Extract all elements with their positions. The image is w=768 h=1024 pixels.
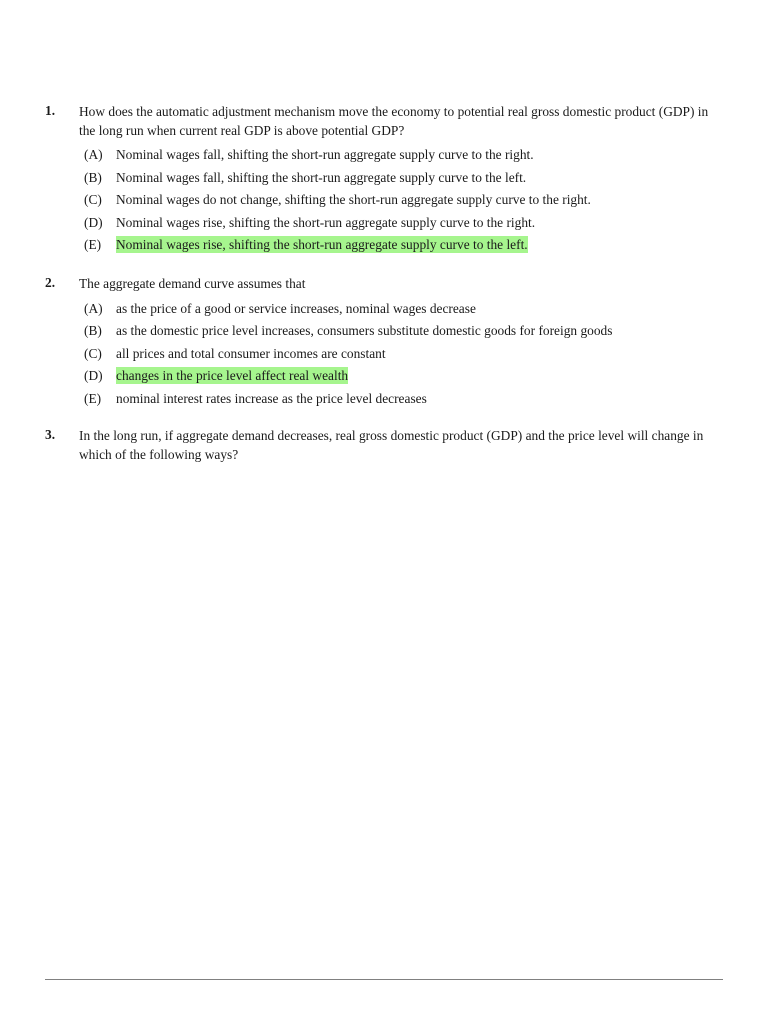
option-letter: (A) — [84, 300, 103, 316]
option-c — [84, 343, 725, 366]
option-letter: (C) — [84, 345, 102, 361]
option-text: Nominal wages fall, shifting the short-run aggregate supply curve to the left. — [116, 169, 527, 185]
option-letter: (E) — [84, 390, 102, 406]
option-letter: (D) — [84, 214, 103, 230]
footer-rule — [45, 979, 723, 980]
question-1 — [45, 103, 725, 257]
option-b — [84, 167, 725, 190]
option-text: Nominal wages fall, shifting the short-run aggregate supply curve to the right. — [116, 147, 534, 162]
option-d — [84, 365, 725, 388]
question-text: In the long run, if aggregate demand decreases, real gross domestic product (GDP) and the price level will change in which of the following ways? — [79, 428, 704, 462]
option-c — [84, 189, 725, 212]
option-d — [84, 212, 725, 235]
option-a — [84, 298, 725, 321]
option-b — [84, 320, 725, 343]
option-text: as the price of a good or service increases, nominal wages decrease — [116, 300, 476, 316]
option-letter: (B) — [84, 169, 102, 185]
option-letter: (E) — [84, 237, 102, 252]
answer-options — [84, 144, 725, 257]
option-text: Nominal wages do not change, shifting the short-run aggregate supply curve to the right. — [116, 192, 591, 207]
option-letter: (C) — [84, 192, 102, 207]
question-number: 1. — [45, 103, 56, 118]
option-e — [84, 388, 725, 411]
question-2 — [45, 275, 725, 410]
question-number: 3. — [45, 427, 56, 442]
question-3 — [45, 427, 725, 464]
option-a — [84, 144, 725, 167]
option-text: nominal interest rates increase as the price level decreases — [116, 390, 427, 406]
option-text: Nominal wages rise, shifting the short-run aggregate supply curve to the right. — [116, 214, 536, 230]
question-text: How does the automatic adjustment mechanism move the economy to potential real gross domestic product (GDP) in the long run when current real GDP is above potential GDP? — [79, 104, 709, 138]
highlighted-answer: Nominal wages rise, shifting the short-run aggregate supply curve to the left. — [116, 237, 528, 252]
highlighted-answer: changes in the price level affect real wealth — [116, 368, 349, 383]
question-text: The aggregate demand curve assumes that — [79, 276, 306, 291]
question-number: 2. — [45, 275, 56, 290]
option-text: all prices and total consumer incomes are constant — [116, 345, 386, 361]
option-e — [84, 234, 725, 257]
option-letter: (B) — [84, 323, 102, 338]
option-letter: (A) — [84, 147, 103, 162]
option-letter: (D) — [84, 368, 103, 383]
answer-options — [84, 298, 725, 411]
option-text: as the domestic price level increases, consumers substitute domestic goods for foreign goods — [116, 323, 613, 338]
